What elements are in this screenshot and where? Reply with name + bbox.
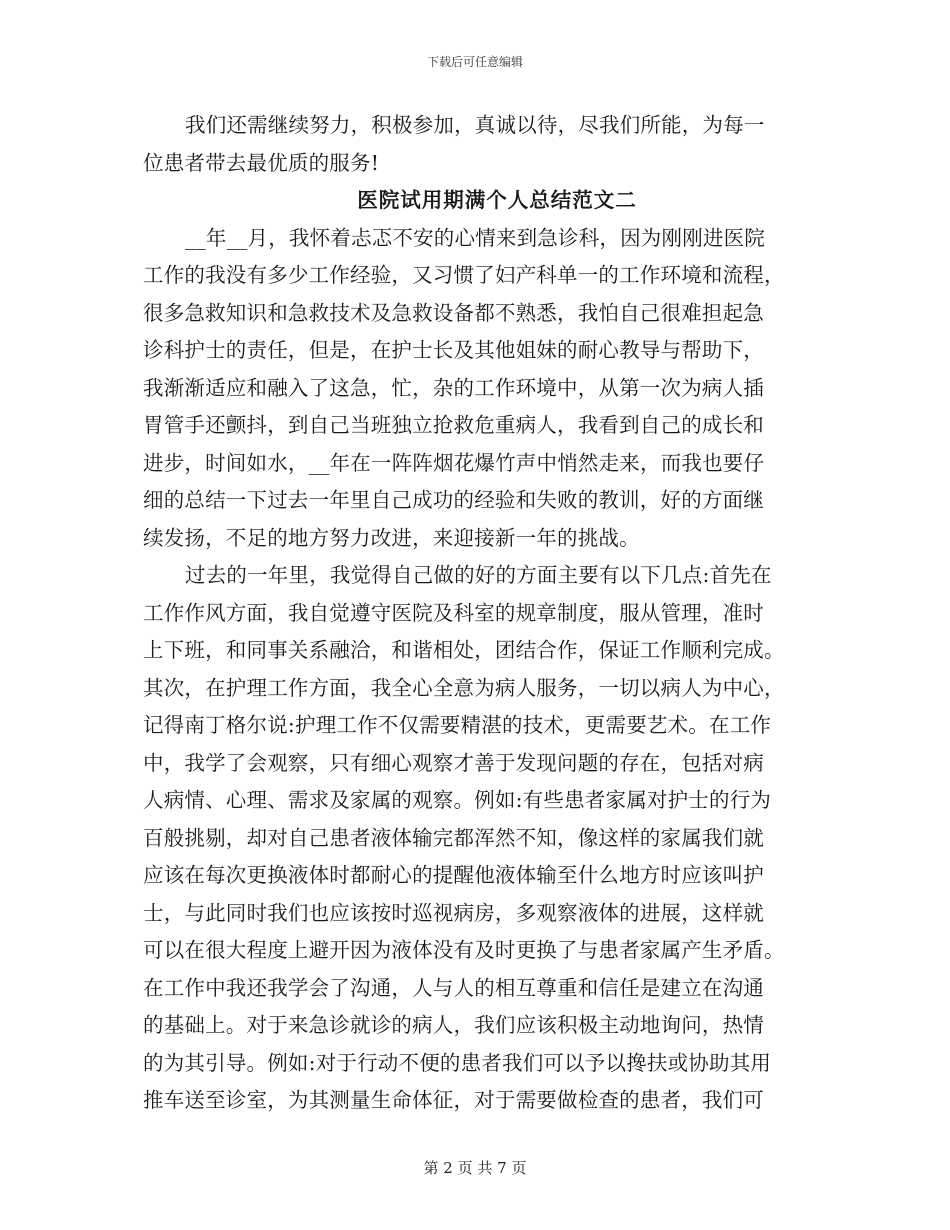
paragraph-line: 可以在很大程度上避开因为液体没有及时更换了与患者家属产生矛盾。: [143, 938, 785, 962]
paragraph-line: 的基础上。对于来急诊就诊的病人，我们应该积极主动地询问，热情: [143, 1013, 764, 1037]
paragraph-line: 推车送至诊室，为其测量生命体征，对于需要做检查的患者，我们可: [143, 1088, 764, 1112]
paragraph-line: 上下班，和同事关系融洽，和谐相处，团结合作，保证工作顺利完成。: [143, 638, 785, 662]
paragraph-line: 在工作中我还我学会了沟通，人与人的相互尊重和信任是建立在沟通: [143, 975, 764, 1000]
paragraph-line: 诊科护士的责任，但是，在护士长及其他姐妹的耐心教导与帮助下，: [143, 338, 764, 362]
paragraph-line: 士，与此同时我们也应该按时巡视病房，多观察液体的进展，这样就: [143, 900, 764, 925]
paragraph-line: 百般挑剔，却对自己患者液体输完都浑然不知，像这样的家属我们就: [143, 825, 764, 850]
paragraph-line: 续发扬，不足的地方努力改进，来迎接新一年的挑战。: [143, 525, 640, 550]
paragraph-line: 位患者带去最优质的服务!: [143, 150, 380, 175]
paragraph-line: 人病情、心理、需求及家属的观察。例如:有些患者家属对护士的行为: [143, 788, 772, 812]
paragraph-line: 中，我学了会观察，只有细心观察才善于发现问题的存在，包括对病: [143, 750, 764, 775]
paragraph-line: 细的总结一下过去一年里自己成功的经验和失败的教训，好的方面继: [143, 488, 764, 512]
paragraph-line: 过去的一年里，我觉得自己做的好的方面主要有以下几点:首先在: [185, 563, 772, 587]
page-number: 第 2 页 共 7 页: [423, 1159, 527, 1177]
paragraph-line: 我渐渐适应和融入了这急，忙，杂的工作环境中，从第一次为病人插: [143, 375, 764, 400]
paragraph-line: 很多急救知识和急救技术及急救设备都不熟悉，我怕自己很难担起急: [143, 300, 764, 325]
paragraph-line: 工作作风方面，我自觉遵守医院及科室的规章制度，服从管理，准时: [143, 600, 764, 625]
document-body: [143, 107, 811, 1120]
paragraph-line: 胃管手还颤抖，到自己当班独立抢救危重病人，我看到自己的成长和: [143, 413, 764, 437]
paragraph-line: 进步，时间如水，__年在一阵阵烟花爆竹声中悄然走来，而我也要仔: [143, 450, 765, 475]
paragraph-line: 的为其引导。例如:对于行动不便的患者我们可以予以搀扶或协助其用: [143, 1050, 772, 1075]
section-title: 医院试用期满个人总结范文二: [357, 188, 637, 212]
paragraph-line: 我们还需继续努力，积极参加，真诚以待，尽我们所能，为每一: [185, 113, 765, 137]
paragraph-line: __年__月，我怀着忐忑不安的心情来到急诊科，因为刚刚进医院: [185, 225, 765, 250]
paragraph-line: 应该在每次更换液体时都耐心的提醒他液体输至什么地方时应该叫护: [143, 863, 764, 887]
paragraph-line: 工作的我没有多少工作经验，又习惯了妇产科单一的工作环境和流程，: [143, 263, 785, 287]
page-header: 下载后可任意编辑: [426, 55, 523, 69]
paragraph-line: 其次，在护理工作方面，我全心全意为病人服务，一切以病人为中心，: [143, 675, 785, 700]
paragraph-line: 记得南丁格尔说:护理工作不仅需要精湛的技术，更需要艺术。在工作: [143, 713, 772, 737]
